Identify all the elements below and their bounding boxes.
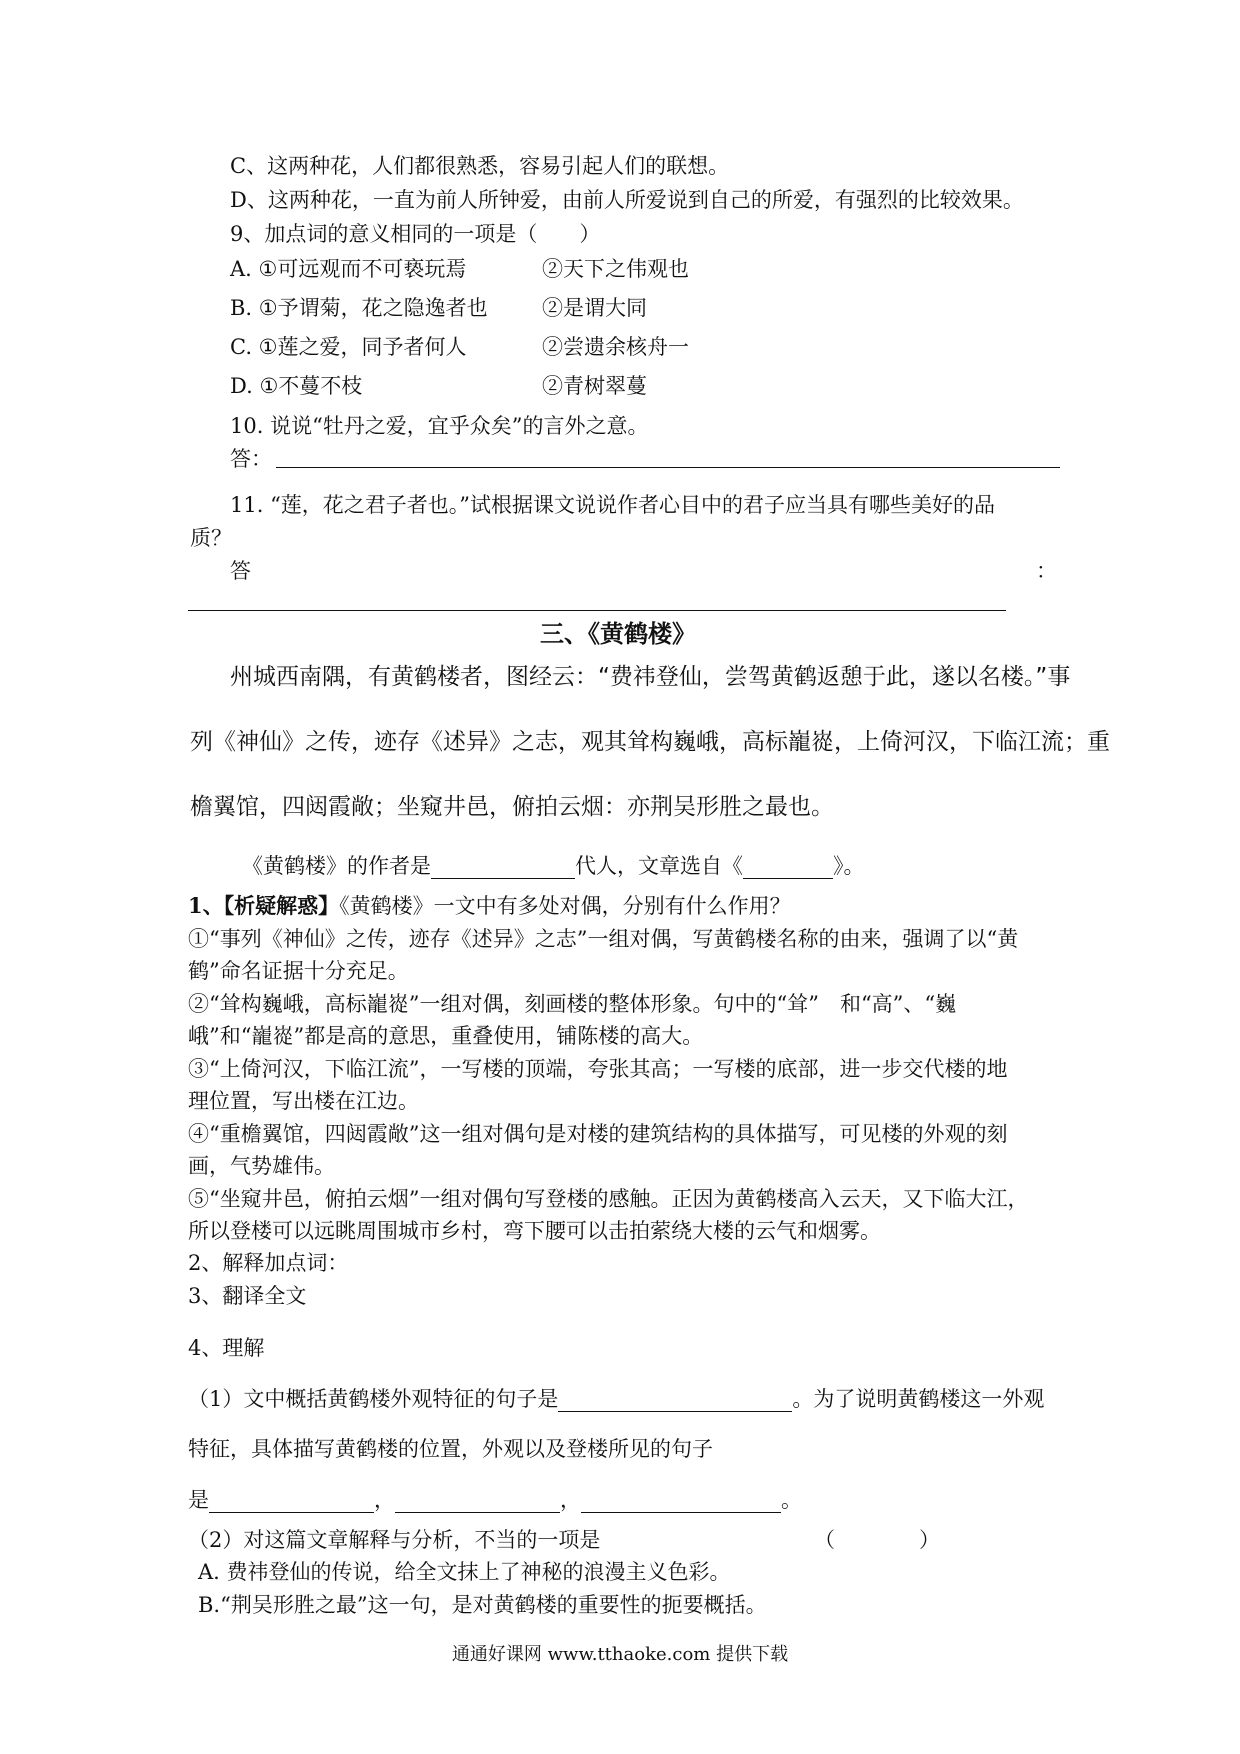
q1-number: 1、 xyxy=(188,893,224,918)
question-3: 3、翻译全文 xyxy=(188,1284,307,1308)
q1-answer-line: 鹤”命名证据十分充足。 xyxy=(188,959,409,983)
q1-text: 《黄鹤楼》一文中有多处对偶，分别有什么作用？ xyxy=(339,894,791,918)
q9-option-a-right: ②天下之伟观也 xyxy=(542,257,689,281)
q1-answer-line: 画，气势雄伟。 xyxy=(188,1154,335,1178)
q9-option-c-left: C. ①莲之爱，同予者何人 xyxy=(230,335,467,359)
author-question-b: 代人，文章选自《 xyxy=(575,854,743,878)
question-10: 10. 说说“牡丹之爱，宜乎众矣”的言外之意。 xyxy=(230,414,649,438)
q4-1-line1 xyxy=(188,1386,1044,1412)
q4-2-paren: （ ） xyxy=(814,1528,940,1552)
q9-option-d-right: ②青树翠蔓 xyxy=(542,374,647,398)
passage-line-1: 州城西南隅，有黄鹤楼者，图经云：“费祎登仙，尝驾黄鹤返憩于此，遂以名楼。”事 xyxy=(230,664,1071,690)
option-c: C、这两种花，人们都很熟悉，容易引起人们的联想。 xyxy=(230,154,730,178)
answer2-line xyxy=(188,610,1006,611)
q9-option-d-left: D. ①不蔓不枝 xyxy=(230,374,363,398)
author-question-a: 《黄鹤楼》的作者是 xyxy=(242,854,431,878)
author-blank xyxy=(431,856,575,879)
q4-2-option-b: B.“荆吴形胜之最”这一句，是对黄鹤楼的重要性的扼要概括。 xyxy=(198,1593,767,1617)
q9-option-b-left: B. ①予谓菊，花之隐逸者也 xyxy=(230,296,488,320)
q4-1-b: 。为了说明黄鹤楼这一外观 xyxy=(792,1387,1045,1411)
q4-1-line3 xyxy=(188,1487,802,1513)
q1-answer-line: 所以登楼可以远眺周围城市乡村，弯下腰可以击拍萦绕大楼的云气和烟雾。 xyxy=(188,1219,881,1243)
q4-1-blank xyxy=(558,1389,792,1412)
passage-line-2: 列《神仙》之传，迹存《述异》之志，观其耸构巍峨，高标巃嵸，上倚河汉，下临江流；重 xyxy=(190,729,1110,755)
section-title: 三、《黄鹤楼》 xyxy=(540,619,696,648)
blank-3 xyxy=(581,1490,781,1513)
q4-1-a: （1）文中概括黄鹤楼外观特征的句子是 xyxy=(188,1387,559,1411)
answer2-colon: ： xyxy=(1036,559,1057,583)
answer-line xyxy=(276,467,1060,468)
question-9: 9、加点词的意义相同的一项是（ ） xyxy=(230,222,601,246)
question-11-line1: 11. “莲，花之君子者也。”试根据课文说说作者心目中的君子应当具有哪些美好的品 xyxy=(230,493,996,517)
q9-option-c-right: ②尝遗余核舟一 xyxy=(542,335,689,359)
author-question-c: 》。 xyxy=(833,854,865,878)
question-2: 2、解释加点词： xyxy=(188,1251,349,1275)
comma: ， xyxy=(560,1488,581,1512)
q4-1-d: 是 xyxy=(188,1488,209,1512)
q9-option-b-right: ②是谓大同 xyxy=(542,296,647,320)
q4-2: （2）对这篇文章解释与分析，不当的一项是 xyxy=(188,1528,601,1552)
period: 。 xyxy=(781,1488,802,1512)
q9-option-a-left: A. ①可远观而不可亵玩焉 xyxy=(230,257,467,281)
option-d: D、这两种花，一直为前人所钟爱，由前人所爱说到自己的所爱，有强烈的比较效果。 xyxy=(230,188,1024,212)
answer2-label: 答 xyxy=(230,559,251,583)
q1-answer-line: ⑤“坐窥井邑，俯拍云烟”一组对偶句写登楼的感触。正因为黄鹤楼高入云天，又下临大江， xyxy=(188,1187,1029,1211)
q1-answer-line: ④“重檐翼馆，四闼霞敞”这一组对偶句是对楼的建筑结构的具体描写，可见楼的外观的刻 xyxy=(188,1122,1008,1146)
q4-1-line2: 特征，具体描写黄鹤楼的位置，外观以及登楼所见的句子 xyxy=(188,1437,713,1461)
q1-answer-line: ①“事列《神仙》之传，迹存《述异》之志”一组对偶，写黄鹤楼名称的由来，强调了以“黄 xyxy=(188,927,1019,951)
comma: ， xyxy=(374,1488,395,1512)
question-4: 4、理解 xyxy=(188,1336,265,1360)
source-blank xyxy=(743,856,833,879)
blank-2 xyxy=(395,1490,560,1513)
q1-answer-line: ②“耸构巍峨，高标巃嵸”一组对偶，刻画楼的整体形象。句中的“耸” 和“高”、“巍 xyxy=(188,992,957,1016)
passage-line-3: 檐翼馆，四闼霞敞；坐窥井邑，俯拍云烟：亦荆吴形胜之最也。 xyxy=(190,794,834,820)
q1-answer-line: 理位置，写出楼在江边。 xyxy=(188,1089,419,1113)
q1-answer-line: ③“上倚河汉，下临江流”，一写楼的顶端，夸张其高；一写楼的底部，进一步交代楼的地 xyxy=(188,1057,1008,1081)
blank-1 xyxy=(209,1490,374,1513)
answer-label: 答： xyxy=(230,447,272,471)
q1-answer-line: 峨”和“巃嵸”都是高的意思，重叠使用，铺陈楼的高大。 xyxy=(188,1024,704,1048)
question-1 xyxy=(188,893,791,919)
q1-tag: 【析疑解惑】 xyxy=(223,893,340,918)
q4-2-option-a: A. 费祎登仙的传说，给全文抹上了神秘的浪漫主义色彩。 xyxy=(198,1560,731,1584)
question-11-line2: 质？ xyxy=(190,526,232,550)
footer: 通通好课网 www.tthaoke.com 提供下载 xyxy=(451,1644,789,1665)
author-question xyxy=(242,853,865,879)
